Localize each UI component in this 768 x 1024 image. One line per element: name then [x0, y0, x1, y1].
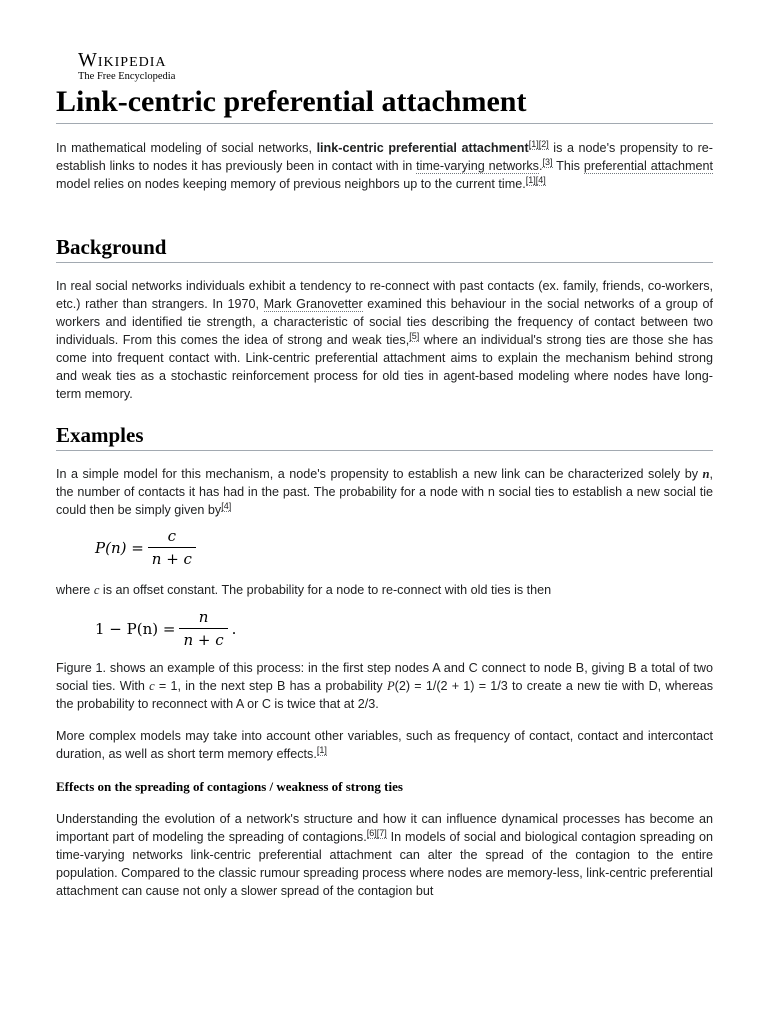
ref-link[interactable]: [5] [409, 331, 420, 341]
examples-paragraph-3: Figure 1. shows an example of this process: in the first step nodes A and C connect to node B, giving B a total of two social ties. With c = 1, in the next step B has a probability P(2) = 1/(2 + 1) = 1/3 to create a new tie with D, whereas the probability to reconnect with A or C is twice that at 2/3. [56, 661, 713, 711]
page-title: Link-centric preferential attachment [56, 85, 527, 118]
ref-link[interactable]: [4] [221, 501, 232, 511]
title-divider [56, 123, 713, 124]
ref-link[interactable]: [2] [538, 139, 549, 149]
formula-reconnect [95, 608, 236, 649]
ref-link[interactable]: [3] [542, 157, 553, 167]
logo-tagline: The Free Encyclopedia [78, 71, 176, 82]
formula-lhs: 1 − P(n) = [95, 619, 176, 638]
examples-paragraph-2: where c is an offset constant. The probability for a node to re-connect with old ties is then [56, 583, 552, 597]
ref-link[interactable]: [1] [528, 139, 539, 149]
heading-effects: Effects on the spreading of contagions / weakness of strong ties [56, 779, 403, 794]
background-paragraph: In real social networks individuals exhibit a tendency to re-connect with past contacts (ex. family, friends, co-workers, etc.) rather than strangers. In 1970, Mark Granovetter examined this behaviour in the social networks of a group of workers and identified tie strength, a characteristic of social ties describing the frequency of contact between two individuals. From this comes the idea of strong and weak ties,[5] where an individual's strong ties are those she has come into frequent contact with. Link-centric preferential attachment aims to explain the mechanism behind strong and weak ties as a stochastic reinforcement process for old ties in agent-based modeling where nodes have long-term memory. [56, 279, 713, 401]
fraction [148, 527, 196, 568]
variable-p: P [386, 679, 395, 693]
link-mark-granovetter[interactable]: Mark Granovetter [263, 297, 363, 311]
logo-wordmark: Wikipedia [78, 49, 167, 71]
fraction-denominator: n + c [179, 628, 227, 649]
heading-background: Background [56, 235, 167, 259]
background-divider [56, 262, 713, 263]
variable-n: n [702, 467, 710, 481]
wikipedia-logo[interactable] [78, 50, 175, 83]
examples-paragraph-4: More complex models may take into account other variables, such as frequency of contact, contact and intercontact duration, as well as short term memory effects.[1] [56, 729, 713, 761]
effects-paragraph: Understanding the evolution of a network's structure and how it can influence dynamical processes has become an important part of modeling the spreading of contagions.[6][7] In models of social and biological contagion spreading on time-varying networks link-centric preferential attachment can alter the spread of the contagion to the entire population. Compared to the classic rumour spreading process where nodes are memory-less, link-centric preferential attachment can cause not only a slower spread of the contagion but [56, 812, 713, 898]
ref-link[interactable]: [6] [366, 828, 377, 838]
ref-link[interactable]: [7] [376, 828, 387, 838]
fraction-numerator: c [167, 527, 177, 545]
intro-paragraph: In mathematical modeling of social networks, link-centric preferential attachment[1][2] is a node's propensity to re-establish links to nodes it has previously been in contact with in time-varying networks.[3] This preferential attachment model relies on nodes keeping memory of previous neighbors up to the current time.[1][4] [56, 139, 713, 191]
ref-link[interactable]: [1] [525, 175, 536, 185]
variable-c: c [149, 679, 155, 693]
formula-period: . [231, 619, 237, 638]
intro-term: link-centric preferential attachment [316, 141, 529, 155]
formula-probability [95, 527, 200, 568]
heading-examples: Examples [56, 423, 144, 447]
variable-c: c [93, 583, 100, 597]
fraction-numerator: n [198, 608, 209, 626]
examples-divider [56, 450, 713, 451]
link-time-varying-networks[interactable]: time-varying networks [416, 159, 539, 173]
fraction-denominator: n + c [148, 547, 196, 568]
fraction [179, 608, 227, 649]
ref-link[interactable]: [4] [535, 175, 546, 185]
formula-lhs: P(n) = [95, 538, 144, 557]
link-preferential-attachment[interactable]: preferential attachment [583, 159, 713, 173]
ref-link[interactable]: [1] [316, 745, 327, 755]
examples-paragraph-1: In a simple model for this mechanism, a node's propensity to establish a new link can be characterized solely by n, the number of contacts it has had in the past. The probability for a node with n social ties to establish a new social tie could then be simply given by[4] [56, 467, 713, 517]
